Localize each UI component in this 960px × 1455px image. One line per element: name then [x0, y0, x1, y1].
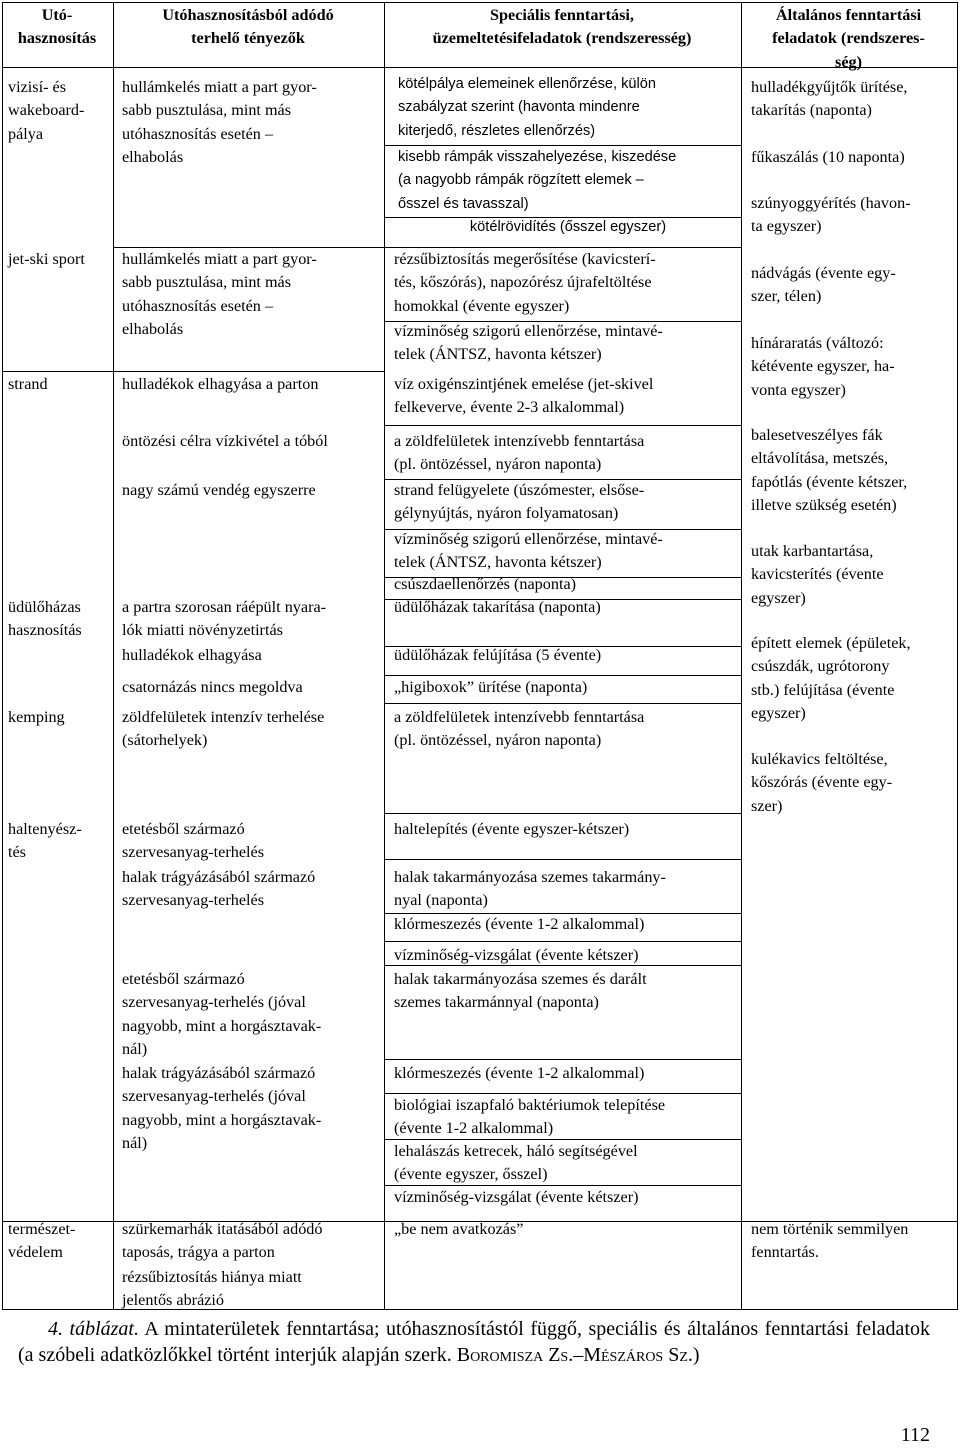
load-factor: hulladékok elhagyása a parton	[122, 375, 319, 393]
special-task: strand felügyelete (úszómester, elsőse- gélynyújtás, nyáron folyamatosan)	[394, 481, 645, 523]
load-factor: hullámkelés miatt a part gyor- sabb pusztulása, mint más utóhasznosítás esetén – elhabolás	[122, 78, 317, 167]
caption-dash: –	[573, 1344, 584, 1366]
use-type-termeszetvedelem: természet- védelem	[8, 1220, 76, 1262]
caption-close: )	[692, 1344, 700, 1366]
cell-divider	[384, 941, 741, 942]
cell-divider	[384, 1059, 741, 1060]
special-task: kisebb rámpák visszahelyezése, kiszedése (a nagyobb rámpák rögzített elemek – ősszel és tavasszal)	[398, 149, 677, 212]
load-factor: csatornázás nincs megoldva	[122, 678, 303, 696]
load-factor: zöldfelületek intenzív terhelése (sátorhelyek)	[122, 708, 325, 750]
cell-divider	[384, 703, 741, 704]
column-divider	[113, 3, 114, 1309]
general-task: szúnyoggyérítés (havon- ta egyszer)	[751, 194, 911, 236]
general-task: balesetveszélyes fák eltávolítása, metszés, fapótlás (évente kétszer, illetve szükség esetén)	[751, 426, 908, 515]
load-factor: hulladékok elhagyása	[122, 646, 262, 664]
cell-divider	[384, 813, 741, 814]
special-task: csúszdaellenőrzés (naponta)	[394, 575, 577, 593]
table-caption	[18, 1316, 930, 1368]
special-task: klórmeszezés (évente 1-2 alkalommal)	[394, 915, 645, 933]
special-task: lehalászás ketrecek, háló segítségével (évente egyszer, ősszel)	[394, 1142, 638, 1184]
general-task: kulékavics feltöltése, kőszórás (évente egy- szer)	[751, 750, 893, 815]
load-factor: rézsűbiztosítás hiánya miatt jelentős abrázió	[122, 1268, 302, 1310]
load-factor: a partra szorosan ráépült nyara- lók miatti növényzetirtás	[122, 598, 327, 640]
load-factor: nagy számú vendég egyszerre	[122, 481, 316, 499]
general-task: épített elemek (épületek, csúszdák, ugrótorony stb.) felújítása (évente egyszer)	[751, 634, 911, 723]
caption-author-1: Boromisza Zs.	[456, 1344, 574, 1366]
general-task: nem történik semmilyen fenntartás.	[751, 1220, 909, 1262]
general-task: fűkaszálás (10 naponta)	[751, 148, 905, 166]
special-task: a zöldfelületek intenzívebb fenntartása (pl. öntözéssel, nyáron naponta)	[394, 708, 645, 750]
load-factor: szürkemarhák itatásából adódó taposás, trágya a parton	[122, 1220, 323, 1262]
special-task: klórmeszezés (évente 1-2 alkalommal)	[394, 1064, 645, 1082]
use-type-jetski: jet-ski sport	[8, 250, 85, 268]
header-specialis-fenntartas: Speciális fenntartási, üzemeltetésifeladatok (rendszeresség)	[432, 6, 692, 48]
special-task: kötélpálya elemeinek ellenőrzése, külön szabályzat szerint (havonta mindenre kiterjedő, részletes ellenőrzés)	[398, 76, 656, 139]
general-task: hínáraratás (változó: kétévente egyszer, ha- vonta egyszer)	[751, 334, 895, 399]
use-type-vizisi: vizisí- és wakeboard- pálya	[8, 78, 85, 143]
special-task: „be nem avatkozás”	[394, 1220, 524, 1238]
special-task: üdülőházak takarítása (naponta)	[394, 598, 601, 616]
cell-divider	[384, 425, 741, 426]
page-number: 112	[900, 1424, 930, 1446]
load-factor: etetésből származó szervesanyag-terhelés (jóval nagyobb, mint a horgásztavak- nál)	[122, 970, 322, 1059]
header-utohasznositas: Utó- hasznosítás	[17, 6, 97, 48]
load-factor: öntözési célra vízkivétel a tóból	[122, 432, 328, 450]
load-factor: halak trágyázásából származó szervesanyag-terhelés (jóval nagyobb, mint a horgásztavak- nál)	[122, 1064, 322, 1153]
special-task: üdülőházak felújítása (5 évente)	[394, 646, 602, 664]
load-factor: etetésből származó szervesanyag-terhelés	[122, 820, 265, 862]
special-task: biológiai iszapfaló baktériumok telepítése (évente 1-2 alkalommal)	[394, 1096, 666, 1138]
special-task: halak takarmányozása szemes takarmány- nyal (naponta)	[394, 868, 666, 910]
cell-divider	[384, 859, 741, 860]
general-task: hulladékgyűjtők ürítése, takarítás (naponta)	[751, 78, 908, 120]
general-task: utak karbantartása, kavicsterítés (évente egyszer)	[751, 542, 884, 607]
special-task: víz oxigénszintjének emelése (jet-skivel felkeverve, évente 2-3 alkalommal)	[394, 375, 654, 417]
column-divider	[741, 3, 742, 1309]
load-factor: hullámkelés miatt a part gyor- sabb pusztulása, mint más utóhasznosítás esetén – elhabolás	[122, 250, 317, 339]
special-task: vízminőség szigorú ellenőrzése, mintavé- telek (ÁNTSZ, havonta kétszer)	[394, 530, 663, 572]
caption-label: 4. táblázat.	[48, 1318, 139, 1340]
use-type-kemping: kemping	[8, 708, 65, 726]
use-type-udulohazas: üdülőházas hasznosítás	[8, 598, 82, 640]
load-factor: halak trágyázásából származó szervesanyag-terhelés	[122, 868, 316, 910]
special-task: a zöldfelületek intenzívebb fenntartása (pl. öntözéssel, nyáron naponta)	[394, 432, 645, 474]
special-task: haltelepítés (évente egyszer-kétszer)	[394, 820, 630, 838]
special-task: halak takarmányozása szemes és darált szemes takarmánnyal (naponta)	[394, 970, 647, 1012]
header-altalanos-fenntartas: Általános fenntartási feladatok (rendszeres- ség)	[772, 6, 925, 71]
row-divider	[3, 371, 384, 372]
special-task: kötélrövidítés (ősszel egyszer)	[469, 219, 667, 235]
special-task: vízminőség szigorú ellenőrzése, mintavé- telek (ÁNTSZ, havonta kétszer)	[394, 322, 663, 364]
use-type-haltenyesztes: haltenyész- tés	[8, 820, 82, 862]
column-divider	[384, 3, 385, 1309]
special-task: vízminőség-vizsgálat (évente kétszer)	[394, 946, 639, 964]
special-task: rézsűbiztosítás megerősítése (kavicsterí- tés, kőszórás), napozórész újrafeltöltése homokkal (évente egyszer)	[394, 250, 656, 315]
general-task: nádvágás (évente egy- szer, télen)	[751, 264, 896, 306]
special-task: „higiboxok” ürítése (naponta)	[394, 678, 588, 696]
caption-text: A mintaterületek fenntartása; utóhasznosítástól függő, speciális és általános fenntartási feladatok (a szóbeli adatközlőkkel történt interjúk alapján szerk.	[18, 1318, 930, 1366]
caption-author-2: Mészáros Sz.	[583, 1344, 693, 1366]
use-type-strand: strand	[8, 375, 48, 393]
header-terhelo-tenyezok: Utóhasznosításból adódó terhelő tényezők	[162, 6, 334, 48]
special-task: vízminőség-vizsgálat (évente kétszer)	[394, 1188, 639, 1206]
